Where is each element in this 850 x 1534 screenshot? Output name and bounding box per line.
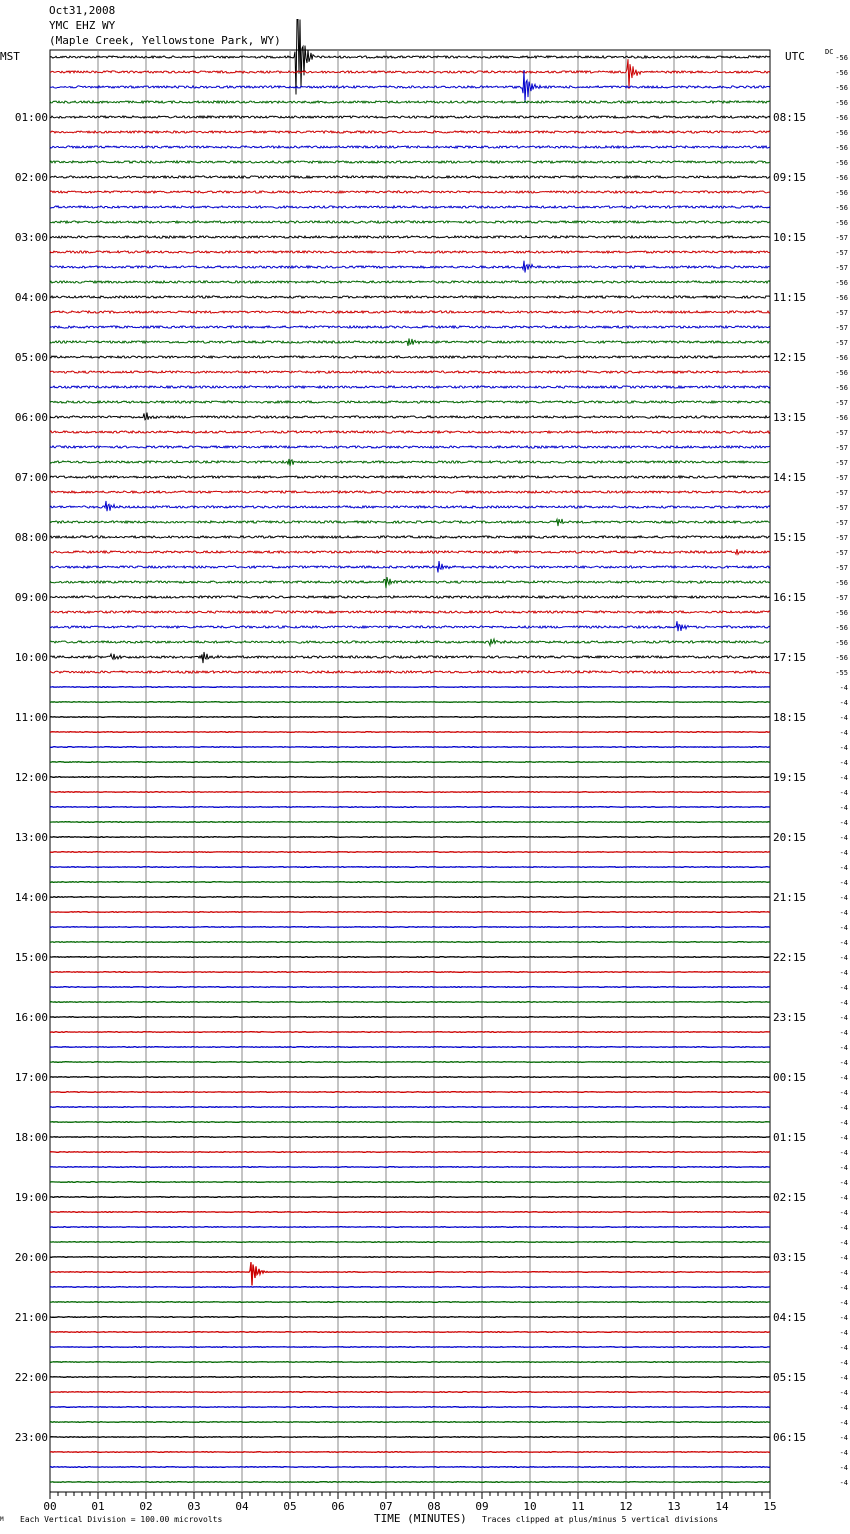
left-hour-label: 18:00 — [14, 1131, 48, 1144]
dc-offset-label: -4 — [839, 849, 848, 857]
right-hour-label: 17:15 — [773, 651, 807, 664]
right-hour-label: 15:15 — [773, 531, 807, 544]
left-hour-label: 16:00 — [14, 1011, 48, 1024]
dc-offset-label: -4 — [839, 1404, 848, 1412]
seismic-trace — [50, 311, 770, 313]
scale-note: Each Vertical Division = 100.00 microvolts — [20, 1515, 223, 1524]
seismic-trace — [50, 671, 770, 673]
seismic-trace — [50, 1437, 770, 1438]
seismic-trace — [50, 1212, 770, 1213]
dc-offset-label: -4 — [839, 1464, 848, 1472]
dc-offset-label: -4 — [839, 1374, 848, 1382]
right-hour-label: 10:15 — [773, 231, 807, 244]
dc-offset-label: -57 — [835, 504, 848, 512]
header-station: YMC EHZ WY — [49, 19, 116, 32]
seismic-trace — [50, 20, 770, 95]
seismic-trace — [50, 611, 770, 613]
corner-mark: M — [0, 1516, 4, 1523]
seismic-trace — [50, 747, 770, 748]
dc-offset-label: -4 — [839, 699, 848, 707]
dc-offset-label: -4 — [839, 954, 848, 962]
seismic-trace — [50, 281, 770, 283]
dc-offset-label: -57 — [835, 249, 848, 257]
seismic-trace — [50, 1062, 770, 1063]
seismic-trace — [50, 882, 770, 883]
right-hour-label: 16:15 — [773, 591, 807, 604]
seismic-trace — [50, 326, 770, 328]
seismic-trace — [50, 176, 770, 178]
left-hour-label: 03:00 — [14, 231, 48, 244]
right-hour-label: 08:15 — [773, 111, 807, 124]
dc-offset-label: -4 — [839, 729, 848, 737]
seismic-trace — [50, 942, 770, 943]
seismic-trace — [50, 371, 770, 373]
seismic-trace — [50, 1017, 770, 1018]
dc-offset-label: -57 — [835, 474, 848, 482]
dc-offset-label: -4 — [839, 909, 848, 917]
dc-offset-label: -4 — [839, 939, 848, 947]
left-hour-label: 17:00 — [14, 1071, 48, 1084]
seismic-trace — [50, 972, 770, 973]
dc-offset-label: -56 — [835, 369, 848, 377]
x-tick-label: 04 — [235, 1500, 249, 1513]
seismic-trace — [50, 549, 770, 554]
dc-offset-label: -4 — [839, 1074, 848, 1082]
left-hour-label: 14:00 — [14, 891, 48, 904]
seismic-trace — [50, 401, 770, 403]
dc-offset-label: -56 — [835, 654, 848, 662]
dc-offset-label: -57 — [835, 444, 848, 452]
dc-offset-label: -56 — [835, 114, 848, 122]
dc-offset-label: -4 — [839, 1314, 848, 1322]
left-hour-label: 02:00 — [14, 171, 48, 184]
left-hour-label: 09:00 — [14, 591, 48, 604]
dc-offset-label: -4 — [839, 1329, 848, 1337]
seismic-trace — [50, 251, 770, 253]
right-hour-label: 18:15 — [773, 711, 807, 724]
seismic-trace — [50, 1482, 770, 1483]
seismic-trace — [50, 206, 770, 208]
dc-offset-label: -4 — [839, 879, 848, 887]
dc-offset-label: -57 — [835, 324, 848, 332]
seismic-trace — [50, 577, 770, 588]
seismic-trace — [50, 777, 770, 778]
dc-offset-label: -4 — [839, 864, 848, 872]
seismic-trace — [50, 639, 770, 646]
x-tick-label: 10 — [523, 1500, 537, 1513]
dc-offset-label: -56 — [835, 279, 848, 287]
seismic-trace — [50, 161, 770, 163]
seismic-trace — [50, 338, 770, 346]
right-hour-label: 19:15 — [773, 771, 807, 784]
header-location: (Maple Creek, Yellowstone Park, WY) — [49, 34, 281, 47]
dc-offset-label: -4 — [839, 999, 848, 1007]
dc-offset-label: -56 — [835, 144, 848, 152]
right-hour-label: 21:15 — [773, 891, 807, 904]
seismic-trace — [50, 536, 770, 538]
seismic-trace — [50, 717, 770, 718]
dc-offset-label: -57 — [835, 264, 848, 272]
seismic-trace — [50, 837, 770, 838]
dc-offset-label: -4 — [839, 1029, 848, 1037]
left-hour-label: 11:00 — [14, 711, 48, 724]
left-hour-label: 05:00 — [14, 351, 48, 364]
x-tick-label: 08 — [427, 1500, 441, 1513]
dc-offset-label: -56 — [835, 69, 848, 77]
dc-offset-label: -57 — [835, 429, 848, 437]
x-tick-label: 13 — [667, 1500, 681, 1513]
seismic-trace — [50, 1182, 770, 1183]
dc-offset-label: -4 — [839, 1194, 848, 1202]
dc-offset-label: -4 — [839, 1149, 848, 1157]
seismic-trace — [50, 561, 770, 572]
dc-offset-label: -4 — [839, 1254, 848, 1262]
dc-offset-label: -57 — [835, 519, 848, 527]
left-hour-label: 08:00 — [14, 531, 48, 544]
x-tick-label: 03 — [187, 1500, 201, 1513]
dc-offset-label: -4 — [839, 1284, 848, 1292]
seismic-trace — [50, 957, 770, 958]
x-tick-label: 02 — [139, 1500, 153, 1513]
seismic-trace — [50, 1002, 770, 1003]
x-tick-label: 09 — [475, 1500, 489, 1513]
right-hour-label: 02:15 — [773, 1191, 807, 1204]
seismic-trace — [50, 1107, 770, 1108]
dc-offset-label: -57 — [835, 234, 848, 242]
seismic-trace — [50, 1047, 770, 1048]
x-tick-label: 05 — [283, 1500, 297, 1513]
right-hour-label: 14:15 — [773, 471, 807, 484]
dc-offset-label: -55 — [835, 669, 848, 677]
seismic-trace — [50, 987, 770, 988]
seismic-trace — [50, 1392, 770, 1393]
left-hour-label: 04:00 — [14, 291, 48, 304]
right-hour-label: 05:15 — [773, 1371, 807, 1384]
x-axis-title: TIME (MINUTES) — [374, 1512, 467, 1525]
seismic-trace — [50, 356, 770, 358]
seismic-trace — [50, 1302, 770, 1303]
dc-offset-label: -56 — [835, 384, 848, 392]
seismic-trace — [50, 413, 770, 420]
dc-offset-label: -4 — [839, 1044, 848, 1052]
seismic-trace — [50, 491, 770, 493]
left-hour-label: 12:00 — [14, 771, 48, 784]
seismic-trace — [50, 296, 770, 298]
dc-offset-label: -4 — [839, 1134, 848, 1142]
right-hour-label: 09:15 — [773, 171, 807, 184]
dc-offset-label: -4 — [839, 1224, 848, 1232]
dc-offset-label: -56 — [835, 609, 848, 617]
right-hour-label: 13:15 — [773, 411, 807, 424]
seismic-trace — [50, 1167, 770, 1168]
x-tick-label: 06 — [331, 1500, 345, 1513]
right-hour-label: 12:15 — [773, 351, 807, 364]
dc-offset-label: -4 — [839, 759, 848, 767]
seismic-trace — [50, 116, 770, 118]
seismic-trace — [50, 459, 770, 466]
right-hour-label: 01:15 — [773, 1131, 807, 1144]
seismic-trace — [50, 867, 770, 868]
dc-offset-label: -56 — [835, 189, 848, 197]
seismic-trace — [50, 70, 770, 103]
dc-offset-label: -56 — [835, 84, 848, 92]
seismic-trace — [50, 1347, 770, 1348]
right-hour-label: 22:15 — [773, 951, 807, 964]
dc-offset-label: -4 — [839, 1209, 848, 1217]
seismic-trace — [50, 59, 770, 89]
dc-offset-label: -4 — [839, 834, 848, 842]
seismic-trace — [50, 446, 770, 448]
seismic-trace — [50, 702, 770, 703]
seismic-trace — [50, 852, 770, 853]
clip-note: Traces clipped at plus/minus 5 vertical divisions — [482, 1515, 719, 1524]
seismic-trace — [50, 897, 770, 898]
dc-offset-label: -4 — [839, 789, 848, 797]
dc-offset-label: -4 — [839, 1119, 848, 1127]
left-hour-label: 15:00 — [14, 951, 48, 964]
dc-offset-label: -4 — [839, 1359, 848, 1367]
dc-offset-label: -56 — [835, 624, 848, 632]
seismic-trace — [50, 1377, 770, 1378]
seismic-trace — [50, 596, 770, 598]
dc-offset-label: -56 — [835, 99, 848, 107]
dc-offset-label: -4 — [839, 1479, 848, 1487]
seismic-trace — [50, 621, 770, 631]
seismic-trace — [50, 1077, 770, 1078]
x-tick-label: 15 — [763, 1500, 777, 1513]
dc-offset-label: -57 — [835, 549, 848, 557]
seismic-trace — [50, 501, 770, 511]
dc-offset-label: -56 — [835, 219, 848, 227]
dc-offset-label: -56 — [835, 54, 848, 62]
dc-offset-label: -56 — [835, 639, 848, 647]
dc-offset-label: -4 — [839, 1179, 848, 1187]
seismic-trace — [50, 912, 770, 913]
dc-offset-label: -57 — [835, 399, 848, 407]
left-timezone-label: MST — [0, 50, 20, 63]
right-hour-label: 11:15 — [773, 291, 807, 304]
left-hour-label: 01:00 — [14, 111, 48, 124]
seismic-trace — [50, 431, 770, 433]
seismic-trace — [50, 1197, 770, 1198]
right-hour-label: 03:15 — [773, 1251, 807, 1264]
seismic-trace — [50, 386, 770, 388]
right-hour-label: 00:15 — [773, 1071, 807, 1084]
dc-offset-label: -57 — [835, 594, 848, 602]
right-timezone-label: UTC — [785, 50, 805, 63]
seismic-trace — [50, 1362, 770, 1363]
dc-offset-label: -4 — [839, 984, 848, 992]
dc-offset-label: -4 — [839, 1164, 848, 1172]
dc-offset-label: -4 — [839, 1434, 848, 1442]
dc-offset-label: -56 — [835, 174, 848, 182]
seismic-trace — [50, 1262, 770, 1285]
seismic-trace — [50, 101, 770, 103]
seismic-trace — [50, 1152, 770, 1153]
right-hour-label: 23:15 — [773, 1011, 807, 1024]
seismic-trace — [50, 1242, 770, 1243]
seismic-trace — [50, 1422, 770, 1423]
seismic-trace — [50, 261, 770, 273]
dc-offset-label: -57 — [835, 534, 848, 542]
seismic-trace — [50, 1137, 770, 1138]
dc-offset-label: -4 — [839, 1419, 848, 1427]
x-tick-label: 01 — [91, 1500, 105, 1513]
seismic-trace — [50, 1452, 770, 1453]
left-hour-label: 21:00 — [14, 1311, 48, 1324]
dc-offset-label: -57 — [835, 339, 848, 347]
x-tick-label: 14 — [715, 1500, 729, 1513]
dc-offset-label: -57 — [835, 309, 848, 317]
seismic-trace — [50, 131, 770, 133]
dc-offset-label: -4 — [839, 1089, 848, 1097]
seismic-trace — [50, 1287, 770, 1288]
seismic-trace — [50, 221, 770, 223]
seismic-trace — [50, 1227, 770, 1228]
left-hour-label: 13:00 — [14, 831, 48, 844]
right-hour-label: 06:15 — [773, 1431, 807, 1444]
seismic-trace — [50, 519, 770, 526]
seismic-trace — [50, 191, 770, 193]
seismic-trace — [50, 146, 770, 148]
left-hour-label: 10:00 — [14, 651, 48, 664]
right-hour-label: 20:15 — [773, 831, 807, 844]
dc-offset-label: -57 — [835, 489, 848, 497]
dc-offset-label: -57 — [835, 459, 848, 467]
x-tick-label: 00 — [43, 1500, 57, 1513]
dc-offset-label: -4 — [839, 1014, 848, 1022]
left-hour-label: 20:00 — [14, 1251, 48, 1264]
dc-offset-label: -56 — [835, 579, 848, 587]
seismic-trace — [50, 1332, 770, 1333]
left-hour-label: 23:00 — [14, 1431, 48, 1444]
left-hour-label: 22:00 — [14, 1371, 48, 1384]
left-hour-label: 06:00 — [14, 411, 48, 424]
seismic-trace — [50, 762, 770, 763]
dc-offset-label: -4 — [839, 1449, 848, 1457]
dc-offset-label: -4 — [839, 819, 848, 827]
dc-offset-label: -56 — [835, 204, 848, 212]
seismic-trace — [50, 1467, 770, 1468]
seismic-trace — [50, 1317, 770, 1318]
seismic-trace — [50, 652, 770, 663]
dc-offset-label: -4 — [839, 1104, 848, 1112]
left-hour-label: 07:00 — [14, 471, 48, 484]
dc-offset-label: -4 — [839, 774, 848, 782]
dc-offset-label: -4 — [839, 804, 848, 812]
x-tick-label: 12 — [619, 1500, 633, 1513]
dc-offset-label: -4 — [839, 1059, 848, 1067]
dc-offset-label: -4 — [839, 744, 848, 752]
seismic-trace — [50, 1257, 770, 1258]
dc-label: DC — [825, 48, 834, 56]
dc-offset-label: -57 — [835, 564, 848, 572]
seismic-trace — [50, 1032, 770, 1033]
seismic-trace — [50, 1407, 770, 1408]
dc-offset-label: -4 — [839, 1389, 848, 1397]
seismic-trace — [50, 687, 770, 688]
dc-offset-label: -4 — [839, 684, 848, 692]
seismic-trace — [50, 822, 770, 823]
seismic-trace — [50, 476, 770, 478]
dc-offset-label: -56 — [835, 129, 848, 137]
dc-offset-label: -4 — [839, 1269, 848, 1277]
dc-offset-label: -56 — [835, 159, 848, 167]
right-hour-label: 04:15 — [773, 1311, 807, 1324]
dc-offset-label: -4 — [839, 714, 848, 722]
seismic-trace — [50, 792, 770, 793]
header-date: Oct31,2008 — [49, 4, 116, 17]
x-tick-label: 11 — [571, 1500, 585, 1513]
seismic-trace — [50, 1122, 770, 1123]
seismic-trace — [50, 807, 770, 808]
seismic-trace — [50, 927, 770, 928]
dc-offset-label: -4 — [839, 969, 848, 977]
dc-offset-label: -56 — [835, 294, 848, 302]
dc-offset-label: -4 — [839, 1299, 848, 1307]
dc-offset-label: -4 — [839, 894, 848, 902]
dc-offset-label: -56 — [835, 354, 848, 362]
dc-offset-label: -56 — [835, 414, 848, 422]
seismic-trace — [50, 1092, 770, 1093]
seismic-trace — [50, 236, 770, 238]
dc-offset-label: -4 — [839, 1239, 848, 1247]
left-hour-label: 19:00 — [14, 1191, 48, 1204]
dc-offset-label: -4 — [839, 924, 848, 932]
x-tick-label: 07 — [379, 1500, 393, 1513]
seismic-trace — [50, 732, 770, 733]
dc-offset-label: -4 — [839, 1344, 848, 1352]
